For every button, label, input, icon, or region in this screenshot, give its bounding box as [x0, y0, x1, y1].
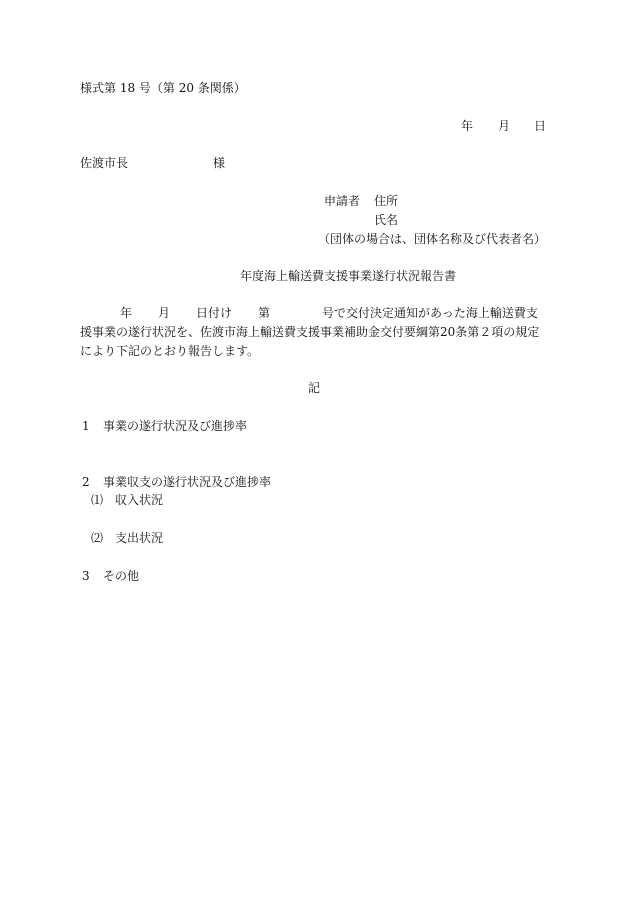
date-day: 日 [534, 119, 547, 133]
body-line2: 援事業の遂行状況を、佐渡市海上輸送費支援事業補助金交付要綱第20条第２項の規定 [80, 325, 540, 339]
body-month: 月 [158, 306, 171, 320]
body-year: 年 [120, 306, 133, 320]
subsection-1-label: 収入状況 [115, 493, 164, 507]
applicant-note: （団体の場合は、団体名称及び代表者名） [318, 232, 547, 246]
section-3-number: 3 [82, 569, 90, 583]
applicant-name-label: 氏名 [374, 213, 399, 227]
section-2-label: 事業収支の遂行状況及び進捗率 [103, 475, 272, 489]
addressee-name: 佐渡市長 [80, 156, 129, 170]
form-number: 様式第 18 号（第 20 条関係） [80, 81, 246, 95]
document-title: 年度海上輸送費支援事業遂行状況報告書 [240, 269, 457, 283]
addressee-honorific: 様 [213, 156, 226, 170]
applicant-address-label: 住所 [374, 194, 399, 208]
ki-heading: 記 [308, 381, 321, 395]
subsection-2-number: ⑵ [91, 531, 104, 545]
section-2-number: 2 [82, 475, 90, 489]
body-line1-rest: 号で交付決定通知があった海上輸送費支 [322, 306, 538, 320]
date-year: 年 [461, 119, 474, 133]
date-month: 月 [498, 119, 511, 133]
applicant-label: 申請者 [324, 194, 361, 208]
body-number-prefix: 第 [258, 306, 271, 320]
section-1-label: 事業の遂行状況及び進捗率 [103, 419, 248, 433]
body-line3: により下記のとおり報告します。 [80, 344, 260, 358]
section-3-label: その他 [103, 569, 140, 583]
subsection-2-label: 支出状況 [115, 531, 164, 545]
body-day-suffix: 日付け [196, 306, 233, 320]
section-1-number: 1 [82, 419, 90, 433]
subsection-1-number: ⑴ [91, 493, 104, 507]
